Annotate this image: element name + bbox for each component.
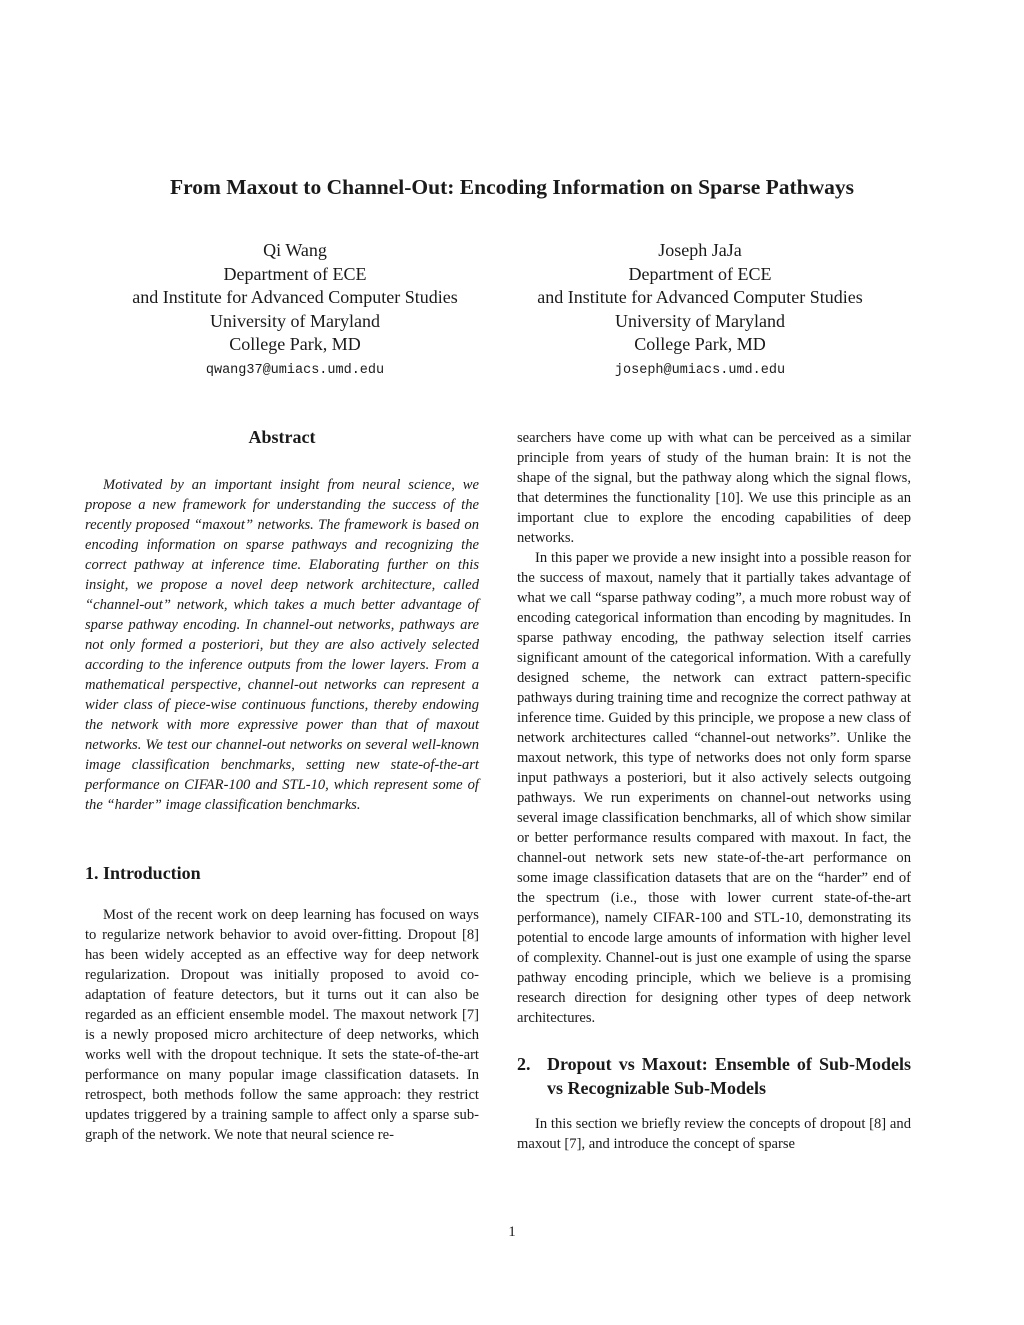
intro-paragraph-1: Most of the recent work on deep learning has focused on ways to regularize network behavior to avoid over-fitting. Dropout [8] has been widely accepted as an effective way for deep network regularization. Dropout was initially proposed to avoid co-adaptation of feature detectors, but it turns out it can also be regarded as an efficient ensemble model. The maxout network [7] is a newly proposed micro architecture of deep networks, which works well with the dropout technique. It sets the state-of-the-art performance on many popular image classification datasets. In retrospect, both methods follow the same approach: they restrict updates triggered by a training sample to affect only a sparse sub-graph of the network. We note that neural science re- [85,907,479,1143]
page-number: 1 [508,1224,516,1240]
author-institute: and Institute for Advanced Computer Studies [537,287,863,308]
author-email: qwang37@umiacs.umd.edu [205,362,385,378]
right-column [517,428,911,1154]
author-name: Joseph JaJa [658,240,742,260]
author-block-1 [85,239,505,385]
paper-title: From Maxout to Channel-Out: Encoding Information on Sparse Pathways [169,175,855,199]
author-university: University of Maryland [210,310,380,331]
author-block-2 [490,239,910,385]
author-university: University of Maryland [615,310,785,331]
author-institute: and Institute for Advanced Computer Studies [132,287,458,308]
author-email: joseph@umiacs.umd.edu [614,362,786,378]
section-2-paragraph-1: In this section we briefly review the concepts of dropout [8] and maxout [7], and introduce the concept of sparse [517,1116,911,1152]
section-2-heading [517,1052,911,1100]
author-department: Department of ECE [223,263,367,284]
abstract-heading: Abstract [248,427,316,447]
abstract-text: Motivated by an important insight from neural science, we propose a new framework for understanding the success of the recently proposed “maxout” networks. The framework is based on encoding information on sparse pathways and recognizing the correct pathway at inference time. Elaborating further on this insight, we propose a novel deep network architecture, called “channel-out” network, which takes a much better advantage of sparse pathway encoding. In channel-out networks, pathways are not only formed a posteriori, but they are also actively selected according to the inference outputs from the lower layers. From a mathematical perspective, channel-out networks can represent a wider class of piece-wise continuous functions, thereby endowing the network with more expressive power than that of maxout networks. We test our channel-out networks on several well-known image classification benchmarks, setting new state-of-the-art performance on CIFAR-100 and STL-10, which represent some of the “harder” image classification benchmarks. [85,477,479,813]
intro-paragraph-1-continued: searchers have come up with what can be perceived as a similar principle from years of study of the human brain: It is not the shape of the signal, but the pathway along which the signal flows, that determines the functionality [10]. We use this principle as an important clue to explore the encoding capabilities of deep networks. [517,430,911,546]
section-2-number: 2. [517,1054,531,1074]
section-1-heading: 1. Introduction [85,863,201,883]
author-department: Department of ECE [628,263,772,284]
intro-paragraph-2: In this paper we provide a new insight into a possible reason for the success of maxout, namely that it partially takes advantage of what we call “sparse pathway coding”, a much more robust way of encoding categorical information than encoding by magnitudes. In sparse pathway encoding, the pathway selection itself carries significant amount of the categorical information. With a carefully designed scheme, the network can extract pattern-specific pathways during training time and recognize the correct pathway at inference time. Guided by this principle, we propose a new class of network architectures called “channel-out networks”. Unlike the maxout network, this type of networks does not only form sparse input pathways a posteriori, but it also actively selects outgoing pathways. We run experiments on channel-out networks using several image classification benchmarks, all of which show similar or better performance results compared with maxout. In fact, the channel-out network sets new state-of-the-art performance on some image classification datasets that are on the “harder” end of the spectrum (i.e., those with lower current state-of-the-art performance), namely CIFAR-100 and STL-10, demonstrating its potential to encode large amounts of information with higher level of complexity. Channel-out is just one example of using the sparse pathway encoding principle, which we believe is a promising research direction for designing other types of deep network architectures. [517,550,911,1026]
author-name: Qi Wang [263,240,327,260]
left-column [85,425,479,1145]
author-location: College Park, MD [229,334,361,355]
section-2-title: Dropout vs Maxout: Ensemble of Sub-Models vs Recognizable Sub-Models [547,1054,911,1098]
author-location: College Park, MD [634,334,766,355]
